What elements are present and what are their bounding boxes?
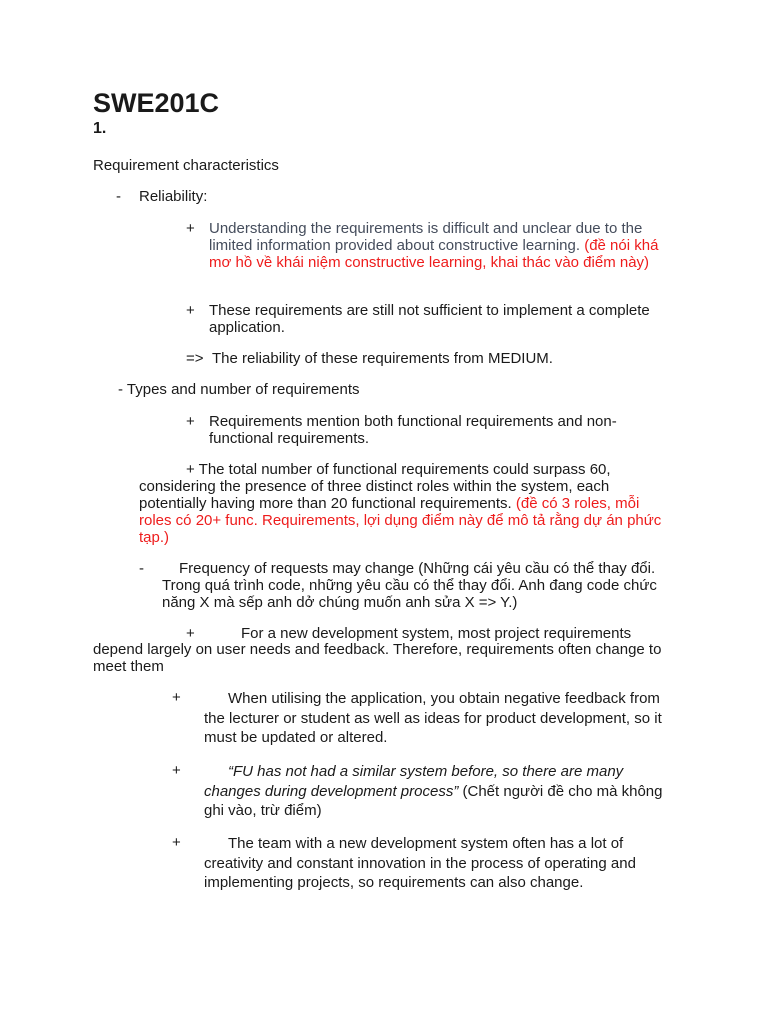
frequency-item-1-first-line: For a new development system, most project requirements: [241, 625, 632, 642]
reliability-item-2-marker: +: [186, 302, 195, 319]
frequency-item-3-marker: +: [172, 762, 181, 779]
reliability-conclusion: The reliability of these requirements from MEDIUM.: [212, 350, 553, 367]
reliability-dash: -: [116, 188, 121, 205]
frequency-item-1-marker: +: [186, 625, 195, 642]
types-item-1-marker: +: [186, 413, 195, 430]
frequency-item-3: [204, 762, 674, 821]
section-number: 1.: [93, 120, 107, 137]
frequency-item-1-rest: depend largely on user needs and feedback. Therefore, requirements often change to meet them: [93, 641, 662, 675]
frequency-item-3-note: (Chết người đề cho mà không ghi vào, trừ điểm): [204, 782, 663, 819]
document-title: SWE201C: [93, 88, 220, 118]
reliability-item-1-marker: +: [186, 220, 195, 237]
frequency-item-4-text: The team with a new development system often has a lot of creativity and constant innovation in the process of operating and implementing projects, so requirements can also change.: [204, 835, 636, 891]
frequency-item-2-marker: +: [172, 689, 181, 706]
frequency-item-3-quote: “FU has not had a similar system before, so there are many changes during development process”: [204, 763, 624, 800]
reliability-item-1-note: (đề nói khá mơ hồ về khái niệm constructive learning, khai thác vào điểm này): [209, 237, 659, 271]
reliability-item-1-text: Understanding the requirements is difficult and unclear due to the limited information provided about constructive learning.: [209, 220, 643, 254]
reliability-item-2-text: These requirements are still not sufficient to implement a complete application.: [209, 302, 650, 336]
frequency-text: Frequency of requests may change (Những cái yêu cầu có thể thay đổi. Trong quá trình code, những yêu cầu có thể thay đổi. Anh đang code chức năng X mà sếp anh dở chúng muốn anh sửa X => Y.): [162, 560, 657, 611]
reliability-item-1: [209, 220, 679, 271]
frequency-dash: -: [139, 560, 144, 577]
frequency-item-4-marker: +: [172, 834, 181, 851]
frequency-item-2-text: When utilising the application, you obtain negative feedback from the lecturer or student as well as ideas for product development, so it must be updated or altered.: [204, 690, 662, 746]
types-item-2: [139, 461, 669, 546]
reliability-conclusion-arrow: =>: [186, 350, 204, 367]
types-heading: - Types and number of requirements: [118, 381, 360, 398]
reliability-label: Reliability:: [139, 188, 208, 205]
types-item-2-note: (đề có 3 roles, mỗi roles có 20+ func. Requirements, lợi dụng điểm này để mô tả rằng dự án phức tạp.): [139, 495, 662, 546]
types-item-2-text: + The total number of functional requirements could surpass 60, considering the presence of three distinct roles within the system, each potentially having more than 20 functional requirements.: [139, 461, 611, 512]
types-item-1-text: Requirements mention both functional requirements and non-functional requirements.: [209, 413, 617, 447]
section-heading: Requirement characteristics: [93, 157, 279, 174]
